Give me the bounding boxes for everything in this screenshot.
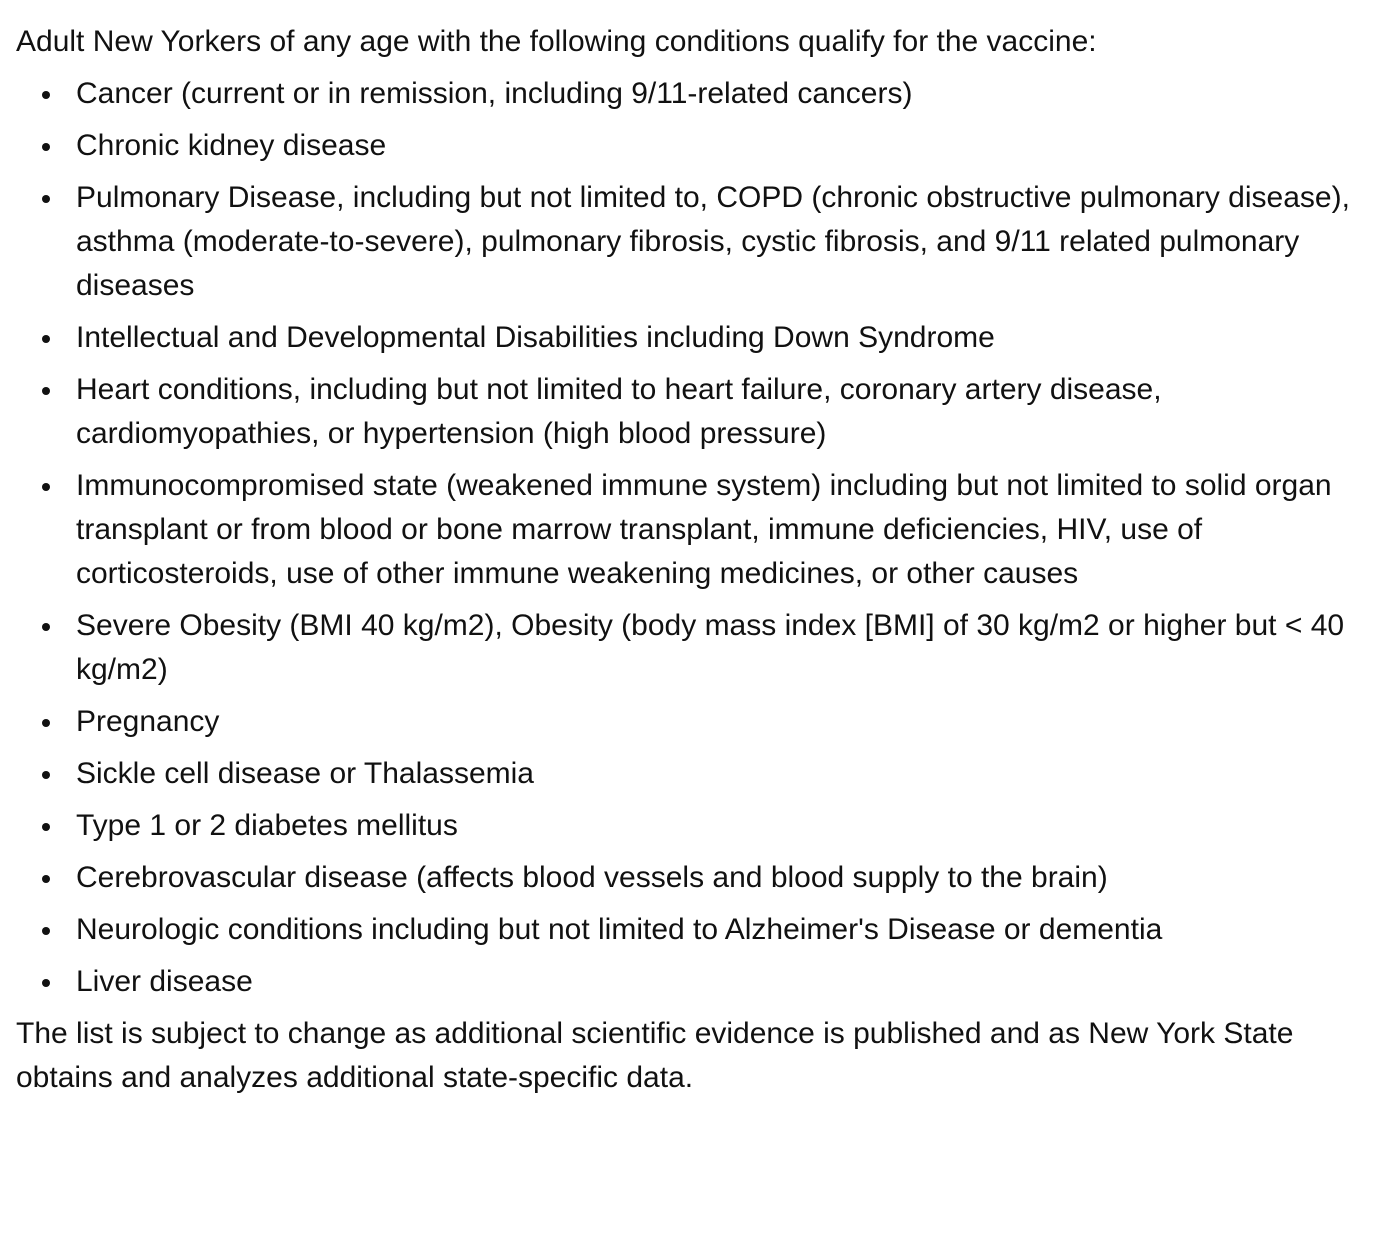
bullet-icon [42, 91, 50, 99]
list-item [76, 960, 1376, 1004]
list-item-text: Chronic kidney disease [76, 129, 387, 162]
list-item [76, 124, 1376, 168]
intro-text: Adult New Yorkers of any age with the following conditions qualify for the vaccine: [16, 25, 1097, 58]
list-item-text: Neurologic conditions including but not limited to Alzheimer's Disease or dementia [76, 913, 1163, 946]
bullet-icon [42, 195, 50, 203]
list-item [76, 752, 1376, 796]
list-item [76, 604, 1376, 692]
document-content [16, 20, 1376, 1100]
list-item-text: Heart conditions, including but not limited to heart failure, coronary artery disease, cardiomyopathies, or hypertension (high blood pressure) [76, 373, 1162, 450]
list-item [76, 72, 1376, 116]
bullet-icon [42, 143, 50, 151]
conditions-list [16, 72, 1376, 1004]
bullet-icon [42, 823, 50, 831]
bullet-icon [42, 927, 50, 935]
list-item [76, 856, 1376, 900]
bullet-icon [42, 719, 50, 727]
bullet-icon [42, 875, 50, 883]
list-item [76, 464, 1376, 596]
list-item [76, 700, 1376, 744]
bullet-icon [42, 483, 50, 491]
outro-text: The list is subject to change as additional scientific evidence is published and as New York State obtains and analyzes additional state-specific data. [16, 1017, 1294, 1094]
list-item-text: Intellectual and Developmental Disabilities including Down Syndrome [76, 321, 995, 354]
bullet-icon [42, 979, 50, 987]
list-item-text: Type 1 or 2 diabetes mellitus [76, 809, 458, 842]
list-item-text: Pulmonary Disease, including but not limited to, COPD (chronic obstructive pulmonary disease), asthma (moderate-to-severe), pulmonary fibrosis, cystic fibrosis, and 9/11 related pulmonary diseases [76, 181, 1350, 302]
bullet-icon [42, 623, 50, 631]
list-item-text: Liver disease [76, 965, 253, 998]
list-item [76, 316, 1376, 360]
list-item [76, 804, 1376, 848]
bullet-icon [42, 771, 50, 779]
bullet-icon [42, 387, 50, 395]
list-item-text: Cerebrovascular disease (affects blood vessels and blood supply to the brain) [76, 861, 1108, 894]
list-item [76, 176, 1376, 308]
list-item-text: Cancer (current or in remission, including 9/11-related cancers) [76, 77, 913, 110]
list-item [76, 368, 1376, 456]
list-item-text: Immunocompromised state (weakened immune system) including but not limited to solid organ transplant or from blood or bone marrow transplant, immune deficiencies, HIV, use of corticosteroids, use of other immune weakening medicines, or other causes [76, 469, 1332, 590]
list-item-text: Pregnancy [76, 705, 220, 738]
list-item [76, 908, 1376, 952]
bullet-icon [42, 335, 50, 343]
list-item-text: Severe Obesity (BMI 40 kg/m2), Obesity (body mass index [BMI] of 30 kg/m2 or higher but < 40 kg/m2) [76, 609, 1345, 686]
list-item-text: Sickle cell disease or Thalassemia [76, 757, 534, 790]
